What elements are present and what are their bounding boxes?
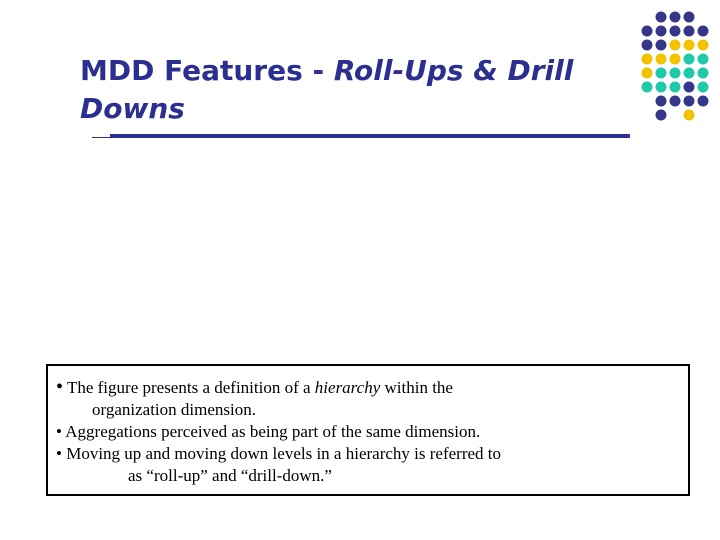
- decorative-dot: [698, 96, 709, 107]
- decorative-dot: [684, 12, 695, 23]
- decorative-dot: [684, 96, 695, 107]
- decorative-dot: [656, 54, 667, 65]
- decorative-dot: [656, 68, 667, 79]
- bullet-line-3: • Aggregations perceived as being part of the same dimension.: [56, 422, 481, 441]
- bullet-line-5: as “roll-up” and “drill-down.”: [128, 466, 332, 485]
- decorative-dot: [656, 82, 667, 93]
- decorative-dot: [656, 40, 667, 51]
- decorative-dot: [642, 82, 653, 93]
- decorative-dot: [642, 54, 653, 65]
- decorative-dot: [642, 26, 653, 37]
- decorative-dot: [698, 54, 709, 65]
- decorative-dot: [670, 68, 681, 79]
- title-italic-part-1: Roll-Ups & Drill: [333, 54, 574, 87]
- title-plain: MDD Features -: [80, 54, 334, 87]
- decorative-dot: [684, 54, 695, 65]
- decorative-dot: [670, 96, 681, 107]
- decorative-dot: [698, 68, 709, 79]
- body-text-box: [46, 364, 690, 496]
- decorative-dot: [670, 40, 681, 51]
- line1-text-a: The figure presents a definition of a: [66, 378, 315, 397]
- decorative-dot: [656, 12, 667, 23]
- decorative-dot: [698, 26, 709, 37]
- decorative-dot: [642, 40, 653, 51]
- decorative-dot: [670, 82, 681, 93]
- slide-title: [80, 52, 620, 128]
- bullet-marker: •: [56, 376, 64, 398]
- decorative-dot: [698, 40, 709, 51]
- decorative-dot: [684, 40, 695, 51]
- title-italic-part-2: Downs: [80, 92, 185, 125]
- title-underline: [110, 134, 630, 138]
- decorative-dot: [670, 54, 681, 65]
- decorative-dot: [656, 96, 667, 107]
- line1-text-b: within the: [380, 378, 453, 397]
- decorative-dot: [698, 82, 709, 93]
- decorative-dot: [642, 68, 653, 79]
- bullet-line-1: [56, 376, 678, 399]
- bullet-line-2: organization dimension.: [92, 400, 256, 419]
- decorative-dot: [684, 110, 695, 121]
- line1-italic-term: hierarchy: [314, 378, 381, 397]
- decorative-dot: [656, 26, 667, 37]
- decorative-dot: [670, 26, 681, 37]
- decorative-dot: [684, 82, 695, 93]
- decorative-dot: [670, 12, 681, 23]
- decorative-dot: [684, 26, 695, 37]
- decorative-dot: [656, 110, 667, 121]
- bullet-line-4: • Moving up and moving down levels in a hierarchy is referred to: [56, 444, 502, 463]
- decorative-dot: [684, 68, 695, 79]
